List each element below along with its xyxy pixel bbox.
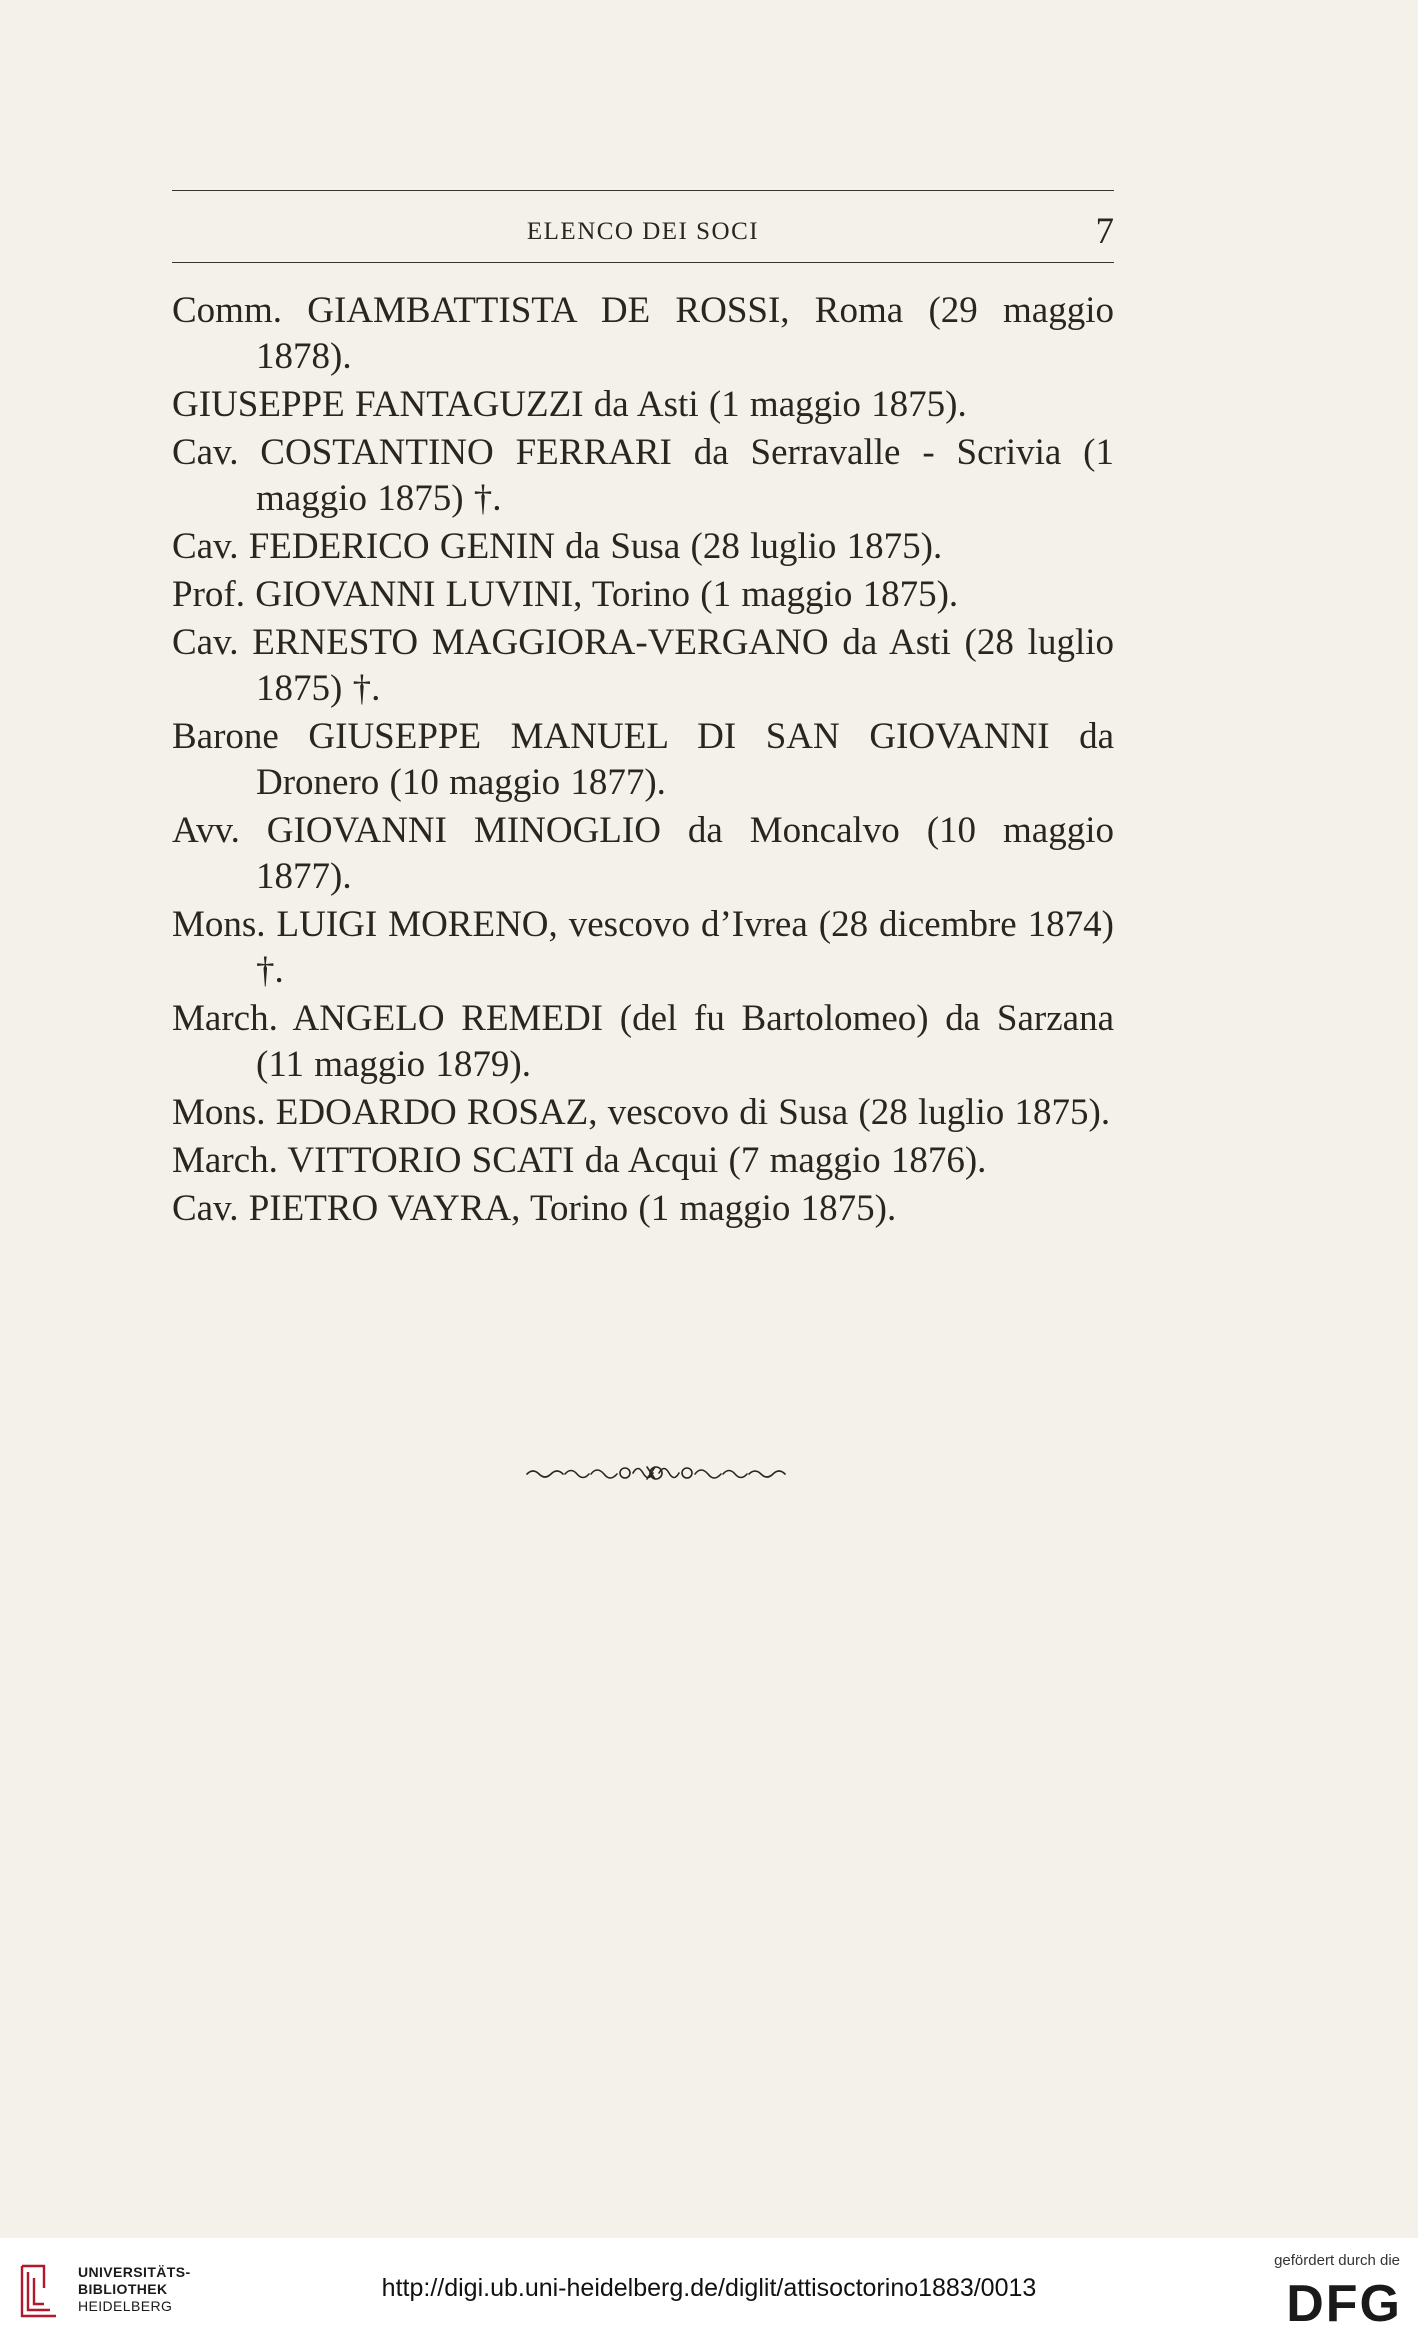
member-entry: March. ANGELO REMEDI (del fu Bartolomeo) da Sarzana (11 maggio 1879). — [172, 998, 1114, 1085]
ornamental-divider-icon — [525, 1462, 787, 1484]
member-entry: Cav. ERNESTO MAGGIORA-VERGANO da Asti (28 luglio 1875) †. — [172, 622, 1114, 709]
dfg-logo: DFG — [1286, 2275, 1402, 2333]
permalink-url[interactable]: http://digi.ub.uni-heidelberg.de/diglit/attisoctorino1883/0013 — [381, 2274, 1037, 2302]
library-line: HEIDELBERG — [78, 2298, 173, 2314]
running-head — [172, 211, 1114, 254]
member-entry: Cav. FEDERICO GENIN da Susa (28 luglio 1875). — [172, 526, 943, 567]
member-entry: Prof. GIOVANNI LUVINI, Torino (1 maggio 1875). — [172, 574, 959, 615]
member-entry: Comm. GIAMBATTISTA DE ROSSI, Roma (29 maggio 1878). — [172, 290, 1114, 377]
member-entry: Cav. PIETRO VAYRA, Torino (1 maggio 1875). — [172, 1188, 897, 1229]
page-number: 7 — [1095, 211, 1114, 252]
running-title: ELENCO DEI SOCI — [526, 218, 760, 245]
member-entry: Avv. GIOVANNI MINOGLIO da Moncalvo (10 maggio 1877). — [172, 810, 1114, 897]
member-entry: Mons. LUIGI MORENO, vescovo d’Ivrea (28 dicembre 1874) †. — [172, 904, 1114, 991]
member-entry: Cav. COSTANTINO FERRARI da Serravalle - Scrivia (1 maggio 1875) †. — [172, 432, 1114, 519]
member-entry: GIUSEPPE FANTAGUZZI da Asti (1 maggio 1875). — [172, 384, 967, 425]
header-rule-top — [172, 190, 1114, 191]
member-entry: March. VITTORIO SCATI da Acqui (7 maggio 1876). — [172, 1140, 987, 1181]
library-line: BIBLIOTHEK — [78, 2281, 168, 2297]
header-rule-bottom — [172, 262, 1114, 263]
digitization-footer — [0, 2238, 1418, 2341]
member-entry: Barone GIUSEPPE MANUEL DI SAN GIOVANNI da Dronero (10 maggio 1877). — [172, 716, 1114, 803]
funder-caption: gefördert durch die — [1274, 2252, 1400, 2269]
member-list — [172, 288, 1114, 1234]
library-line: UNIVERSITÄTS- — [78, 2264, 191, 2280]
member-entry: Mons. EDOARDO ROSAZ, vescovo di Susa (28 luglio 1875). — [172, 1092, 1111, 1133]
